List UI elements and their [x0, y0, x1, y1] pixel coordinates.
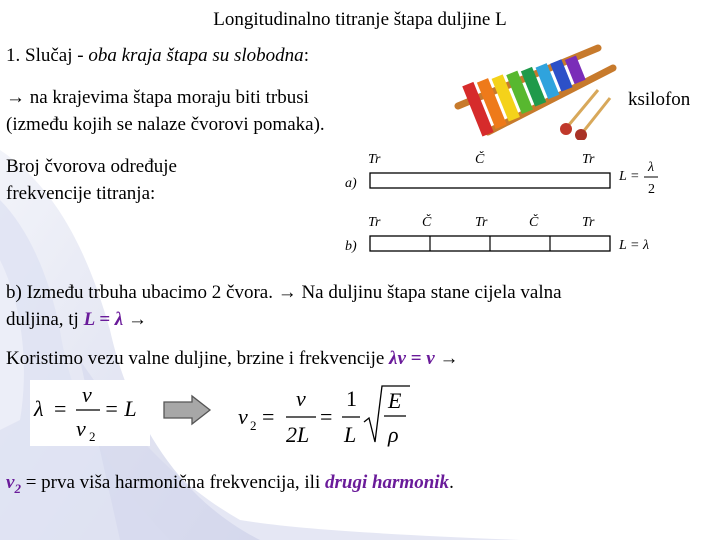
svg-text:ν: ν — [76, 416, 86, 441]
formula-a-num: λ — [648, 160, 655, 175]
para-b-line-2: duljina, tj L = λ → — [6, 309, 147, 330]
diagram-b-mark-5: Tr — [582, 215, 595, 230]
second-harmonic-text: drugi harmonik — [324, 472, 450, 493]
nodes-text-line-1: Broj čvorova određuje — [6, 156, 177, 177]
svg-text:2: 2 — [250, 418, 257, 433]
svg-text:=: = — [320, 404, 333, 429]
diagram-a-mark-1: Tr — [368, 152, 381, 167]
svg-text:2L: 2L — [286, 422, 310, 447]
implies-arrow-icon — [162, 394, 212, 426]
relation-formula: λν = v — [389, 348, 435, 369]
nu2-symbol: $v_2$ — [6, 472, 21, 496]
diagram-a-mark-2: Č — [475, 152, 485, 167]
nodes-text-line-2: frekvencije titranja: — [6, 183, 156, 204]
svg-text:1: 1 — [346, 386, 357, 411]
case-heading: 1. Slučaj - oba kraja štapa su slobodna: — [6, 45, 309, 66]
relation-line: Koristimo vezu valne duljine, brzine i frekvencije λν = v → — [6, 348, 459, 369]
conclusion-line: $v_2$ = prva viša harmonična frekvencija, ili drugi harmonik. — [6, 472, 454, 496]
formula-l-lambda: L = λ — [83, 309, 124, 330]
formula-b: L = λ — [619, 238, 650, 253]
equation-frequency — [234, 380, 414, 450]
svg-text:v: v — [82, 382, 92, 407]
svg-text:=: = — [262, 404, 275, 429]
diagram-b-label: b) — [345, 239, 357, 254]
rod-a — [370, 173, 610, 188]
svg-text:ν: ν — [238, 404, 248, 429]
equation-lambda — [30, 380, 150, 446]
xylophone-label: ksilofon — [628, 89, 691, 110]
diagram-b-mark-1: Tr — [368, 215, 381, 230]
diagram-a-label: a) — [345, 176, 357, 191]
svg-text:E: E — [388, 388, 402, 413]
bullet-line-2: (između kojih se nalaze čvorovi pomaka). — [6, 114, 325, 135]
diagram-b-mark-4: Č — [529, 215, 539, 230]
diagram-a-mark-3: Tr — [582, 152, 595, 167]
svg-text:ρ: ρ — [388, 422, 399, 447]
svg-text:= L: = L — [104, 396, 137, 421]
svg-text:2: 2 — [89, 429, 96, 444]
para-b-line-1: b) Između trbuha ubacimo 2 čvora. → Na duljinu štapa stane cijela valna — [6, 282, 562, 303]
formula-a-lhs: L = — [619, 169, 640, 184]
diagram-b-mark-3: Tr — [475, 215, 488, 230]
svg-text:=: = — [54, 396, 67, 421]
diagram-b-mark-2: Č — [422, 215, 432, 230]
formula-a-den: 2 — [648, 182, 655, 197]
svg-text:v: v — [296, 386, 306, 411]
svg-text:λ: λ — [34, 396, 44, 421]
slide-title: Longitudinalno titranje štapa duljine L — [213, 9, 507, 30]
xylophone-image — [448, 28, 618, 140]
bullet-line-1: → na krajevima štapa moraju biti trbusi — [6, 87, 309, 108]
svg-text:L: L — [344, 422, 357, 447]
rod-diagram — [342, 146, 672, 264]
